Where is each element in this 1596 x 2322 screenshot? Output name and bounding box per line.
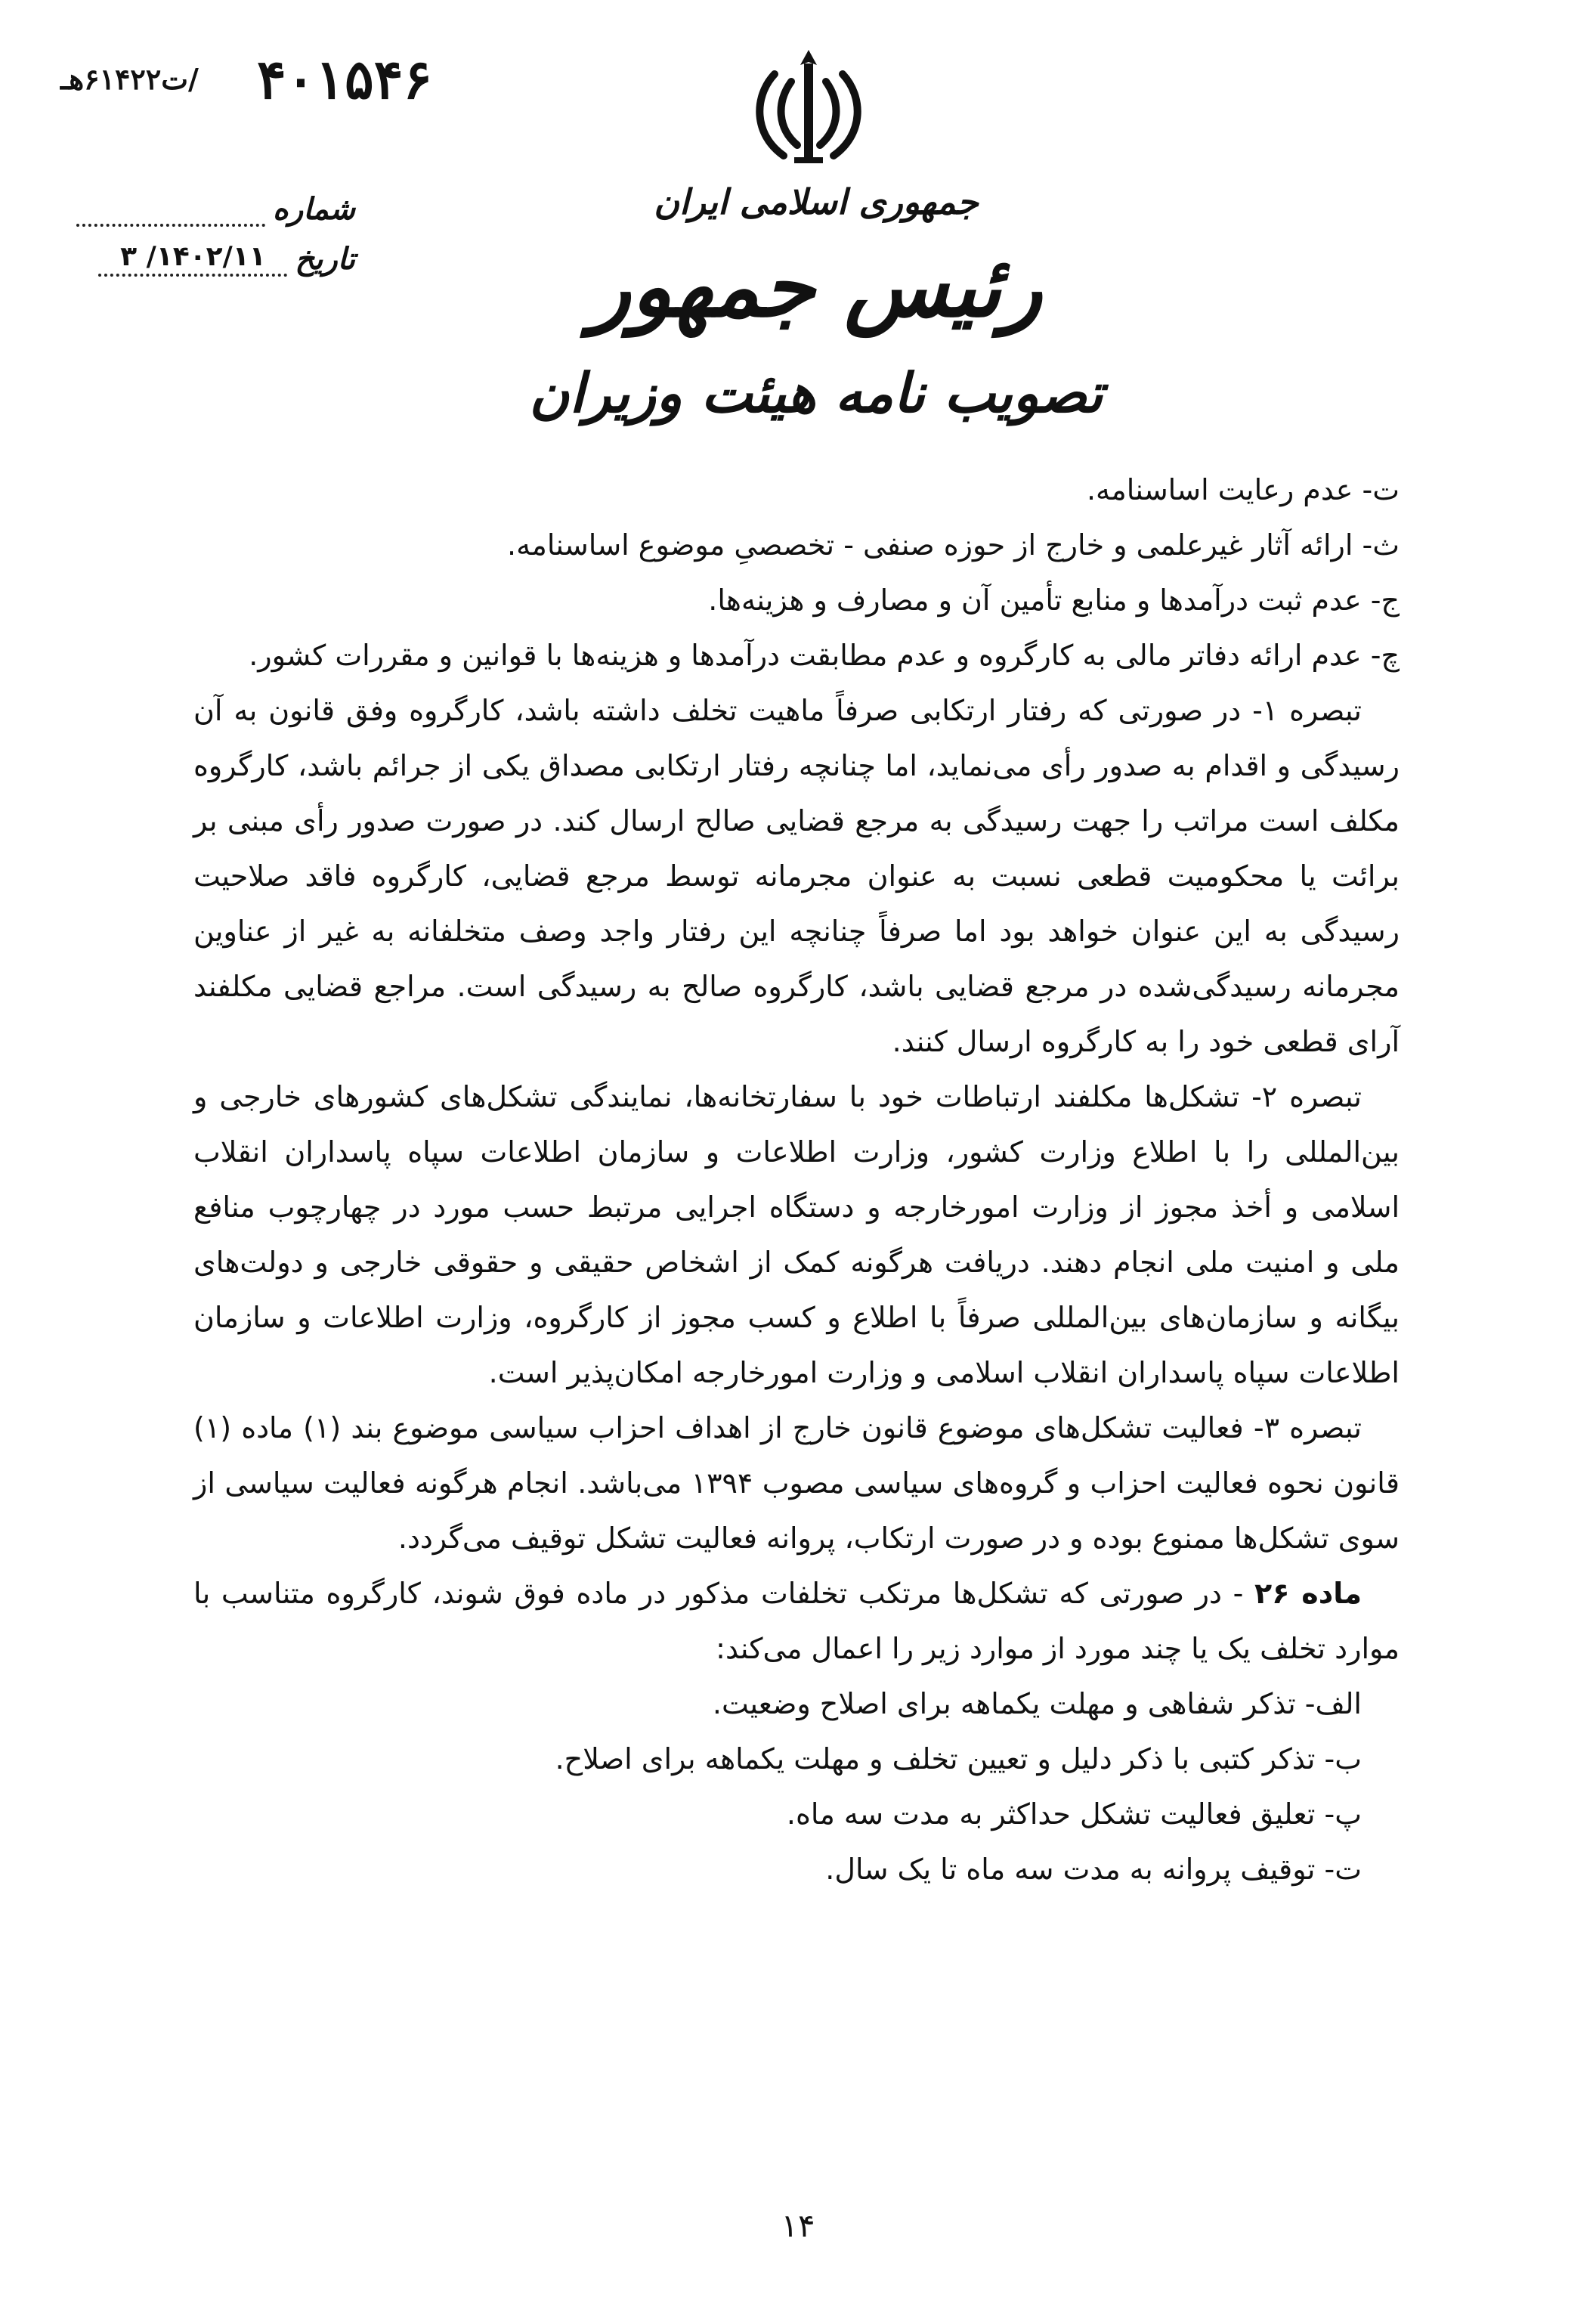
iran-emblem-icon [744,44,873,172]
page-number: ۱۴ [781,2207,815,2244]
letter-meta [68,181,355,295]
reference-code: /ت۶۱۴۲۲هـ [60,62,199,96]
number-row [76,181,355,227]
note-3-paragraph: تبصره ۳- فعالیت تشکل‌های موضوع قانون خارج از اهداف احزاب سیاسی موضوع بند (۱) ماده (۱) قانون نحوه فعالیت احزاب و گروه‌های سیاسی مصوب ۱۳۹۴ می‌باشد. انجام هرگونه فعالیت سیاسی از سوی تشکل‌ها ممنوع بوده و در صورت ارتکاب، پروانه فعالیت تشکل توقیف می‌گردد. [193,1411,1400,1555]
sanction-alef: الف- تذکر شفاهی و مهلت یکماهه برای اصلاح وضعیت. [712,1687,1362,1720]
list-item-ta: ت- عدم رعایت اساسنامه. [1086,473,1400,506]
date-label: تاریخ [295,241,355,277]
note-2-paragraph: تبصره ۲- تشکل‌ها مکلفند ارتباطات خود با سفارتخانه‌ها، نمایندگی تشکل‌های کشورهای خارجی و بین‌المللی را با اطلاع وزارت کشور، وزارت اطلاعات و سازمان اطلاعات سپاه پاسداران انقلاب اسلامی و أخذ مجوز از وزارت امورخارجه و دستگاه اجرایی مرتبط حسب مورد در چهارچوب منافع ملی و امنیت ملی انجام دهند. دریافت هرگونه کمک از اشخاص حقیقی و حقوقی خارجی و دولت‌های بیگانه و سازمان‌های بین‌المللی صرفاً با اطلاع و کسب مجوز از کارگروه، وزارت اطلاعات و سازمان اطلاعات سپاه پاسداران انقلاب اسلامی و وزارت امورخارجه امکان‌پذیر است. [193,1080,1400,1389]
list-item-jim: ج- عدم ثبت درآمدها و منابع تأمین آن و مصارف و هزینه‌ها. [708,584,1400,617]
date-row [98,231,355,277]
number-label: شماره [272,191,355,227]
article-26-title: ماده ۲۶ [1254,1577,1362,1610]
list-item-che: چ- عدم ارائه دفاتر مالی به کارگروه و عدم مطابقت درآمدها و هزینه‌ها با قوانین و مقررات کشور. [249,639,1400,672]
republic-heading: جمهوری اسلامی ایران [654,181,979,222]
approval-heading: تصویب نامه هیئت وزیران [529,361,1103,425]
note-1-paragraph: تبصره ۱- در صورتی که رفتار ارتکابی صرفاً ماهیت تخلف داشته باشد، کارگروه وفق قانون به آن رسیدگی و اقدام به صدور رأی می‌نماید، اما چنانچه رفتار ارتکابی مصداق یکی از جرائم باشد، کارگروه مکلف است مراتب را جهت رسیدگی به مرجع قضایی صالح ارسال کند. در صورت صدور رأی مبنی بر برائت یا محکومیت قطعی نسبت به عنوان مجرمانه توسط مرجع قضایی، کارگروه فاقد صلاحیت رسیدگی به این عنوان خواهد بود اما صرفاً چنانچه این رفتار واجد وصف متخلفانه به غیر از عناوین مجرمانه رسیدگی‌شده در مرجع قضایی باشد، کارگروه صالح به رسیدگی است. مراجع قضایی مکلفند آرای قطعی خود را به کارگروه ارسال کنند. [193,694,1400,1058]
sanction-pe: پ- تعلیق فعالیت تشکل حداکثر به مدت سه ماه. [786,1797,1362,1831]
document-body [193,463,1400,1897]
number-value [76,190,265,227]
sanction-te: ت- توقیف پروانه به مدت سه ماه تا یک سال. [825,1853,1362,1886]
article-26-paragraph [193,1566,1400,1676]
reference-number-line [60,47,484,115]
reference-number: ۴۰۱۵۴۶ [257,47,433,111]
president-heading: رئیس جمهور [589,237,1043,336]
list-item-sa: ث- ارائه آثار غیرعلمی و خارج از حوزه صنفی - تخصصیِ موضوع اساسنامه. [507,528,1400,562]
date-value: ۱۴۰۲/۱۱/ ۳ [98,240,287,277]
sanction-be: ب- تذکر کتبی با ذکر دلیل و تعیین تخلف و مهلت یکماهه برای اصلاح. [555,1742,1362,1776]
article-26-text: - در صورتی که تشکل‌ها مرتکب تخلفات مذکور در ماده فوق شوند، کارگروه متناسب با موارد تخلف یک یا چند مورد از موارد زیر را اعمال می‌کند: [193,1577,1400,1665]
